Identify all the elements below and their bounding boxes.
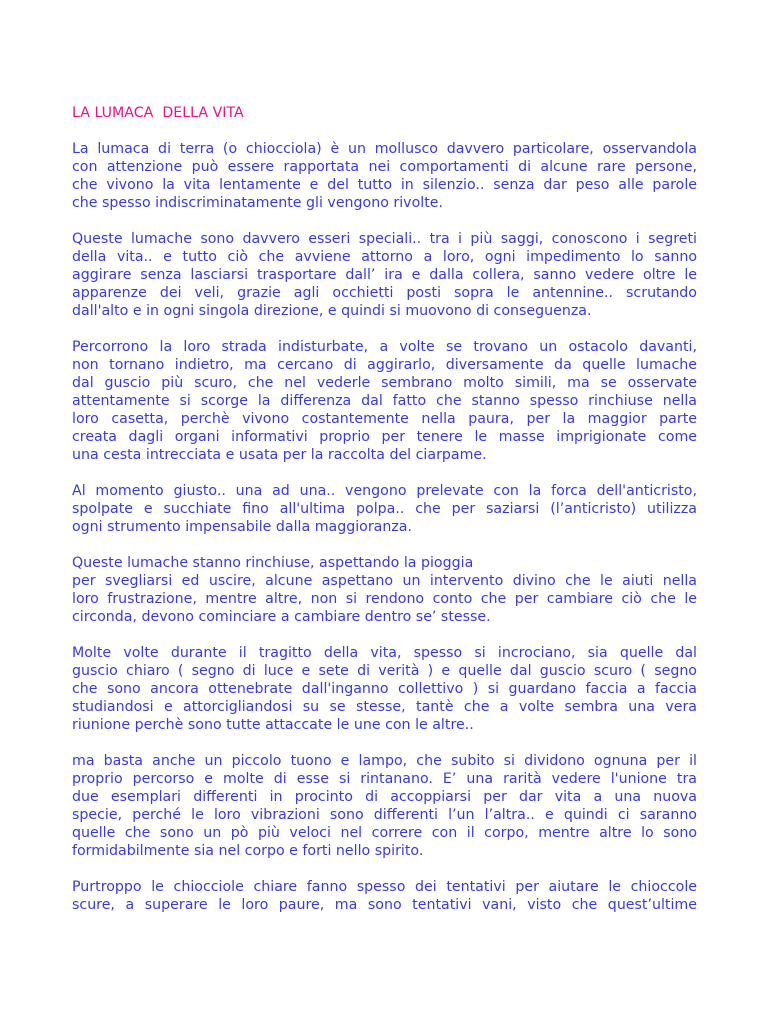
text-line: specie, perché le loro vibrazioni sono differenti l’un l’altra.. e quindi ci saranno xyxy=(72,807,697,823)
text-line: con attenzione può essere rapportata nei comportamenti di alcune rare persone, xyxy=(72,159,697,175)
text-line: loro frustrazione, mentre altre, non si rendono conto che per cambiare ciò che le xyxy=(72,591,697,607)
text-line: spolpate e succhiate fino all'ultima polpa.. che per saziarsi (l’anticristo) utilizza xyxy=(72,501,697,517)
text-line: guscio chiaro ( segno di luce e sete di verità ) e quelle dal guscio scuro ( segno xyxy=(72,663,697,679)
text-line: Al momento giusto.. una ad una.. vengono prelevate con la forca dell'anticristo, xyxy=(72,483,697,499)
text-line: per svegliarsi ed uscire, alcune aspettano un intervento divino che le aiuti nella xyxy=(72,573,697,589)
paragraph xyxy=(72,140,697,212)
text-line: aggirare senza lasciarsi trasportare dall’ ira e dalla collera, sanno vedere oltre le xyxy=(72,267,697,283)
text-line: che vivono la vita lentamente e del tutto in silenzio.. senza dar peso alle parole xyxy=(72,177,697,193)
paragraph xyxy=(72,338,697,464)
text-line: due esemplari differenti in procinto di accoppiarsi per dar vita a una nuova xyxy=(72,789,697,805)
document-page xyxy=(72,104,697,932)
text-line: proprio percorso e molte di esse si rintanano. E’ una rarità vedere l'unione tra xyxy=(72,771,697,787)
text-line: creata dagli organi informativi proprio per tenere le masse imprigionate come xyxy=(72,429,697,445)
text-line: formidabilmente sia nel corpo e forti nello spirito. xyxy=(72,843,424,859)
text-line: ogni strumento impensabile dalla maggioranza. xyxy=(72,519,413,535)
text-line: dal guscio più scuro, che nel vederle sembrano molto simili, ma se osservate xyxy=(72,375,697,391)
text-line: che sono ancora ottenebrate dall'inganno collettivo ) si guardano faccia a faccia xyxy=(72,681,697,697)
text-line: Molte volte durante il tragitto della vita, spesso si incrociano, sia quelle dal xyxy=(72,645,697,661)
text-line: riunione perchè sono tutte attaccate le une con le altre.. xyxy=(72,717,474,733)
paragraph xyxy=(72,644,697,734)
text-line: una cesta intrecciata e usata per la raccolta del ciarpame. xyxy=(72,447,487,463)
document-body xyxy=(72,140,697,914)
text-line: della vita.. e tutto ciò che avviene attorno a loro, ogni impedimento lo sanno xyxy=(72,249,697,265)
text-line: studiandosi e attorcigliandosi su se stesse, tantè che a volte sembra una vera xyxy=(72,699,697,715)
paragraph xyxy=(72,230,697,320)
text-line: ma basta anche un piccolo tuono e lampo, che subito si dividono ognuna per il xyxy=(72,753,697,769)
text-line: Queste lumache stanno rinchiuse, aspettando la pioggia xyxy=(72,555,474,571)
paragraph xyxy=(72,482,697,536)
text-line: scure, a superare le loro paure, ma sono tentativi vani, visto che quest’ultime xyxy=(72,897,697,913)
paragraph xyxy=(72,752,697,860)
text-line: Purtroppo le chiocciole chiare fanno spesso dei tentativi per aiutare le chioccole xyxy=(72,879,697,895)
paragraph xyxy=(72,554,697,626)
document-title: LA LUMACA DELLA VITA xyxy=(72,105,244,121)
text-line: dall'alto e in ogni singola direzione, e quindi si muovono di conseguenza. xyxy=(72,303,592,319)
text-line: La lumaca di terra (o chiocciola) è un mollusco davvero particolare, osservandola xyxy=(72,141,697,157)
text-line: attentamente si scorge la differenza dal fatto che stanno spesso rinchiuse nella xyxy=(72,393,697,409)
text-line: Percorrono la loro strada indisturbate, a volte se trovano un ostacolo davanti, xyxy=(72,339,697,355)
text-line: che spesso indiscriminatamente gli vengono rivolte. xyxy=(72,195,444,211)
text-line: circonda, devono cominciare a cambiare dentro se’ stesse. xyxy=(72,609,491,625)
text-line: quelle che sono un pò più veloci nel correre con il corpo, mentre altre lo sono xyxy=(72,825,697,841)
paragraph xyxy=(72,878,697,914)
text-line: non tornano indietro, ma cercano di aggirarlo, diversamente da quelle lumache xyxy=(72,357,697,373)
text-line: apparenze dei veli, grazie agli occhietti posti sopra le antennine.. scrutando xyxy=(72,285,697,301)
text-line: Queste lumache sono davvero esseri speciali.. tra i più saggi, conoscono i segreti xyxy=(72,231,697,247)
text-line: loro casetta, perchè vivono costantemente nella paura, per la maggior parte xyxy=(72,411,697,427)
